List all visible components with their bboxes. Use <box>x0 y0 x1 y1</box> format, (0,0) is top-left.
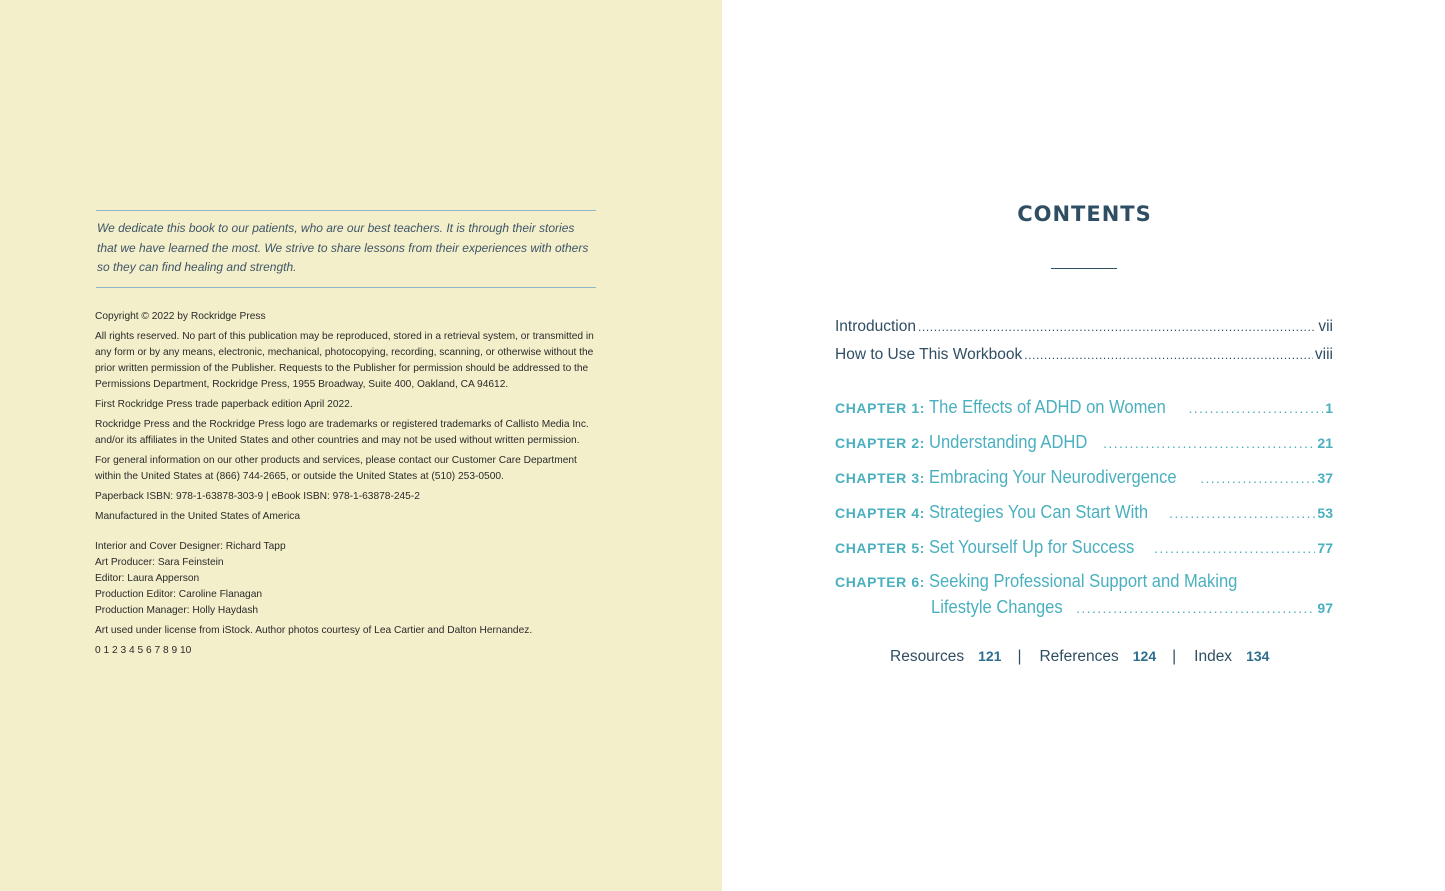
dot-leader <box>1169 505 1315 521</box>
toc-page-number: 21 <box>1317 435 1333 451</box>
chapter-title-line-2: Lifestyle Changes <box>931 597 1063 617</box>
toc-entry-how-to-use[interactable] <box>835 346 1333 364</box>
toc-page-number: 1 <box>1325 400 1333 416</box>
title-underline <box>1051 268 1117 269</box>
dot-leader <box>918 320 1316 334</box>
toc-entry-label: How to Use This Workbook <box>835 346 1023 363</box>
dot-leader <box>1154 540 1315 556</box>
copyright-block <box>95 309 595 659</box>
art-credit-line: Art used under license from iStock. Author photos courtesy of Lea Cartier and Dalton Hernandez. <box>95 625 533 636</box>
toc-entry-chapter-6[interactable] <box>835 571 1264 592</box>
toc-entry-label: Introduction <box>835 318 916 335</box>
chapter-label: CHAPTER 1: <box>835 400 926 416</box>
edition-line: First Rockridge Press trade paperback edition April 2022. <box>95 399 353 410</box>
chapter-title: The Effects of ADHD on Women <box>929 397 1166 417</box>
toc-page-number: 97 <box>1317 600 1333 616</box>
chapter-label: CHAPTER 5: <box>835 540 926 556</box>
toc-entry-chapter-2[interactable] <box>835 432 1333 453</box>
back-matter-references[interactable] <box>1039 648 1156 665</box>
back-matter-resources[interactable] <box>890 648 1001 665</box>
toc-entry-chapter-4[interactable] <box>835 502 1333 523</box>
separator: | <box>1017 648 1022 665</box>
chapter-label: CHAPTER 4: <box>835 505 926 521</box>
chapter-label: CHAPTER 2: <box>835 435 926 451</box>
chapter-title: Understanding ADHD <box>929 432 1088 452</box>
chapter-label: CHAPTER 6: <box>835 574 926 590</box>
separator: | <box>1172 648 1177 665</box>
dot-leader <box>1024 348 1313 362</box>
toc-page-number: 37 <box>1317 470 1333 486</box>
dedication-text: We dedicate this book to our patients, who are our best teachers. It is through their stories that we have learned the most. We strive to share lessons from their experiences with others so they can find healing and strength. <box>97 221 589 274</box>
toc-entry-chapter-3[interactable] <box>835 467 1333 488</box>
copyright-page <box>0 0 722 891</box>
back-matter-label: Index <box>1194 648 1233 665</box>
toc-page-number: vii <box>1318 318 1333 335</box>
manufactured-line: Manufactured in the United States of America <box>95 511 300 522</box>
chapter-label: CHAPTER 3: <box>835 470 926 486</box>
back-matter-index[interactable] <box>1194 648 1269 665</box>
credit-line: Interior and Cover Designer: Richard Tapp <box>95 541 286 552</box>
trademark-paragraph: Rockridge Press and the Rockridge Press logo are trademarks or registered trademarks of Callisto Media Inc. and/or its affiliates in the United States and other countries and may not be used without written permission. <box>95 419 589 446</box>
dedication-bottom-rule <box>96 287 596 288</box>
dot-leader <box>1076 600 1315 616</box>
dot-leader <box>1103 435 1315 451</box>
toc-page-number: 53 <box>1317 505 1333 521</box>
credit-line: Editor: Laura Apperson <box>95 573 200 584</box>
dot-leader <box>1188 400 1323 416</box>
rights-paragraph: All rights reserved. No part of this publication may be reproduced, stored in a retrieval system, or transmitted in any form or by any means, electronic, mechanical, photocopying, recording, scanning, or otherwise without the prior written permission of the Publisher. Requests to the Publisher for permission should be addressed to the Permissions Department, Rockridge Press, 1955 Broadway, Suite 400, Oakland, CA 94612. <box>95 331 594 390</box>
credit-line: Production Editor: Caroline Flanagan <box>95 589 263 600</box>
credits-list <box>95 539 595 619</box>
back-matter-page: 121 <box>978 648 1002 664</box>
dot-leader <box>1200 470 1315 486</box>
copyright-line: Copyright © 2022 by Rockridge Press <box>95 311 266 322</box>
chapter-title: Set Yourself Up for Success <box>929 537 1135 557</box>
chapter-title: Embracing Your Neurodivergence <box>929 467 1177 487</box>
back-matter-page: 124 <box>1132 648 1157 664</box>
back-matter-label: References <box>1039 648 1119 665</box>
toc-entry-chapter-5[interactable] <box>835 537 1333 558</box>
toc-entry-introduction[interactable] <box>835 318 1333 336</box>
back-matter-page: 134 <box>1246 648 1270 664</box>
printing-line: 0 1 2 3 4 5 6 7 8 9 10 <box>95 645 192 656</box>
info-paragraph: For general information on our other products and services, please contact our Customer Care Department within the United States at (866) 744-2665, or outside the United States at (510) 253-0500. <box>95 455 577 482</box>
toc-page-number: 77 <box>1317 540 1333 556</box>
chapter-title: Strategies You Can Start With <box>929 502 1149 522</box>
toc-page-number: viii <box>1314 346 1333 363</box>
contents-title: CONTENTS <box>1017 202 1152 226</box>
back-matter-label: Resources <box>890 648 965 665</box>
dedication-top-rule <box>96 210 596 211</box>
back-matter-line <box>890 648 1269 666</box>
credit-line: Art Producer: Sara Feinstein <box>95 557 224 568</box>
chapter-title-line-1: Seeking Professional Support and Making <box>929 571 1238 591</box>
toc-entry-chapter-1[interactable] <box>835 397 1333 418</box>
toc-entry-chapter-6-continued[interactable] <box>931 597 1333 618</box>
credit-line: Production Manager: Holly Haydash <box>95 605 259 616</box>
isbn-line: Paperback ISBN: 978-1-63878-303-9 | eBook ISBN: 978-1-63878-245-2 <box>95 491 420 502</box>
